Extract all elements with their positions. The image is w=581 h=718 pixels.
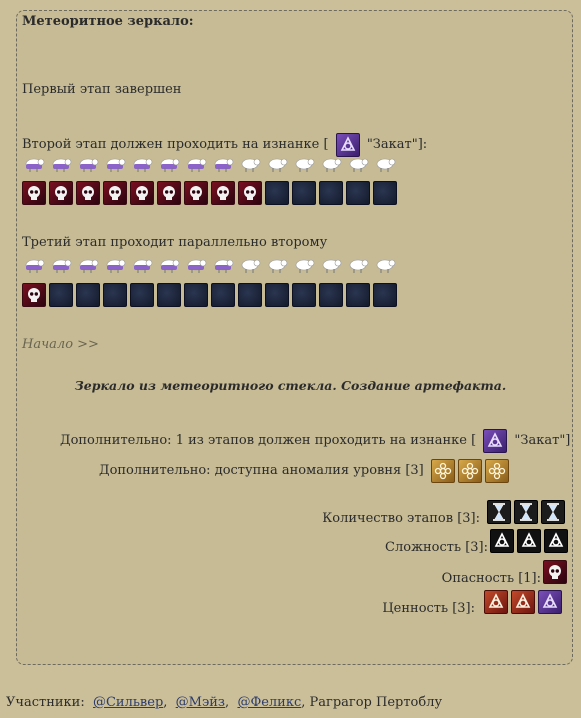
stage2-label-text: Второй этап должен проходить на изнанке [ [22,137,329,152]
sheep-icon [157,256,181,274]
flower-icon [458,459,482,483]
stat-value: Ценность [3]: [382,601,475,616]
empty-slot [49,283,73,307]
empty-slot [103,283,127,307]
quest-panel [16,10,573,665]
danger-icons [543,560,567,584]
hourglass-icon [514,500,538,524]
sheep-icon [184,155,208,173]
start-link[interactable]: Начало >> [22,337,99,352]
sheep-icon [211,256,235,274]
stage3-progress-row [22,283,397,307]
participant-link[interactable]: @Феликс [237,695,302,710]
sheep-icon [22,155,46,173]
empty-slot [373,283,397,307]
empty-slot [157,283,181,307]
sheep-icon [346,155,370,173]
sheep-icon [265,155,289,173]
sheep-icon [130,256,154,274]
sheep-icon [49,256,73,274]
stage2-tag-text: "Закат"]: [366,137,428,152]
empty-slot [211,283,235,307]
empty-slot [292,283,316,307]
participants: Участники: @Сильвер, @Мэйз, @Феликс, Рагрaгор Пертоблу [6,695,443,710]
extra1-text: Дополнительно: 1 из этапов должен проходить на изнанке [ [60,433,477,448]
triquetra-icon [483,429,507,453]
sheep-icon [103,256,127,274]
empty-slot [373,181,397,205]
skull-icon [130,181,154,205]
stage2-label [22,133,427,157]
skull-icon [157,181,181,205]
extra-condition-2 [99,459,509,483]
stat-danger: Опасность [1]: [441,571,541,586]
skull-icon [543,560,567,584]
empty-slot [184,283,208,307]
anomaly-icons [431,459,509,483]
stat-difficulty: Сложность [3]: [385,540,488,555]
triquetra-icon [517,529,541,553]
stage3-label: Третий этап проходит параллельно второму [22,235,328,250]
skull-icon [211,181,235,205]
sheep-icon [292,256,316,274]
empty-slot [76,283,100,307]
quest-description: Зеркало из метеоритного стекла. Создание артефакта. [74,378,507,393]
participant-name: Рагрaгор Пертоблу [309,695,443,710]
flower-icon [485,459,509,483]
quest-title: Метеоритное зеркало: [22,14,194,29]
sheep-icon [346,256,370,274]
sheep-icon [130,155,154,173]
sheep-icon [238,155,262,173]
skull-icon [184,181,208,205]
sheep-icon [319,256,343,274]
stage2-progress-row [22,181,397,205]
sheep-icon [49,155,73,173]
difficulty-icons [490,529,568,553]
sheep-icon [373,155,397,173]
extra1-tag: "Закат"] [514,433,571,448]
triquetra-icon [484,590,508,614]
triquetra-icon [336,133,360,157]
sheep-icon [76,155,100,173]
extra-condition-1 [60,429,570,453]
empty-slot [265,283,289,307]
value-icons [484,590,562,614]
sheep-icon [373,256,397,274]
stage3-sheep-row [22,256,397,274]
skull-icon [103,181,127,205]
sheep-icon [103,155,127,173]
skull-icon [49,181,73,205]
triquetra-icon [544,529,568,553]
empty-slot [346,283,370,307]
empty-slot [319,283,343,307]
hourglass-icon [541,500,565,524]
skull-icon [22,283,46,307]
participants-label: Участники: [6,695,85,710]
sheep-icon [157,155,181,173]
sheep-icon [22,256,46,274]
skull-icon [238,181,262,205]
skull-icon [22,181,46,205]
sheep-icon [211,155,235,173]
empty-slot [265,181,289,205]
empty-slot [319,181,343,205]
skull-icon [76,181,100,205]
triquetra-icon [538,590,562,614]
stage2-sheep-row [22,155,397,173]
empty-slot [238,283,262,307]
sheep-icon [238,256,262,274]
triquetra-icon [511,590,535,614]
flower-icon [431,459,455,483]
sheep-icon [76,256,100,274]
sheep-icon [184,256,208,274]
empty-slot [130,283,154,307]
stages-icons [487,500,565,524]
participant-link[interactable]: @Мэйз [175,695,226,710]
stage1-status: Первый этап завершен [22,82,182,97]
sheep-icon [319,155,343,173]
empty-slot [292,181,316,205]
sheep-icon [292,155,316,173]
hourglass-icon [487,500,511,524]
participant-link[interactable]: @Сильвер [92,695,164,710]
empty-slot [346,181,370,205]
sheep-icon [265,256,289,274]
stat-stages: Количество этапов [3]: [322,511,480,526]
extra2-text: Дополнительно: доступна аномалия уровня [3] [99,463,424,478]
triquetra-icon [490,529,514,553]
